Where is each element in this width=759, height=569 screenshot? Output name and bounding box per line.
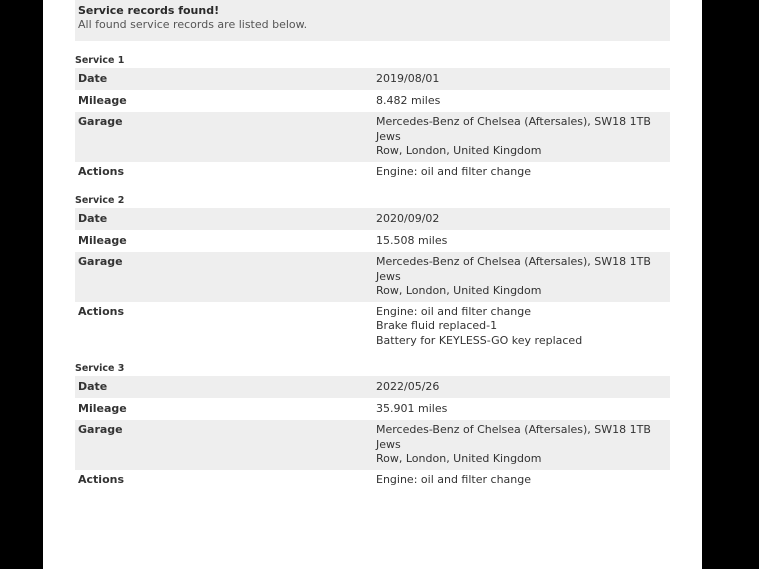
date-label: Date xyxy=(78,211,108,225)
service-record-2 xyxy=(75,195,670,351)
actions-row xyxy=(75,302,670,352)
date-value: 2022/05/26 xyxy=(376,379,440,393)
garage-value xyxy=(373,115,670,159)
page-content xyxy=(43,0,702,569)
actions-row xyxy=(75,470,670,491)
service-record-3 xyxy=(75,363,670,490)
garage-row xyxy=(75,420,670,470)
garage-value xyxy=(373,423,670,467)
date-row xyxy=(75,208,670,230)
garage-line: Mercedes-Benz of Chelsea (Aftersales), SW18 1TB Jews xyxy=(376,115,651,143)
garage-line: Mercedes-Benz of Chelsea (Aftersales), SW18 1TB Jews xyxy=(376,255,651,283)
garage-line: Mercedes-Benz of Chelsea (Aftersales), SW18 1TB Jews xyxy=(376,423,651,451)
garage-label: Garage xyxy=(78,255,123,268)
garage-line: Row, London, United Kingdom xyxy=(376,144,542,157)
actions-label: Actions xyxy=(78,164,124,178)
date-row xyxy=(75,68,670,90)
actions-value xyxy=(373,305,670,349)
garage-line: Row, London, United Kingdom xyxy=(376,452,542,465)
actions-label: Actions xyxy=(78,304,124,318)
banner-subtitle: All found service records are listed below. xyxy=(78,18,308,31)
mileage-row xyxy=(75,90,670,112)
action-item: Engine: oil and filter change xyxy=(376,304,531,318)
garage-row xyxy=(75,112,670,162)
mileage-label: Mileage xyxy=(78,93,127,107)
service-title: Service 1 xyxy=(75,55,125,66)
service-title: Service 2 xyxy=(75,195,125,206)
mileage-label: Mileage xyxy=(78,401,127,415)
actions-row xyxy=(75,162,670,183)
service-record-1 xyxy=(75,55,670,182)
date-value: 2020/09/02 xyxy=(376,211,440,225)
date-label: Date xyxy=(78,379,108,393)
actions-value xyxy=(373,473,670,488)
mileage-row xyxy=(75,398,670,420)
action-item: Engine: oil and filter change xyxy=(376,472,531,486)
mileage-row xyxy=(75,230,670,252)
garage-line: Row, London, United Kingdom xyxy=(376,284,542,297)
garage-row xyxy=(75,252,670,302)
garage-label: Garage xyxy=(78,115,123,128)
garage-value xyxy=(373,255,670,299)
service-title: Service 3 xyxy=(75,363,125,374)
mileage-value: 35.901 miles xyxy=(376,401,448,415)
mileage-label: Mileage xyxy=(78,233,127,247)
action-item: Engine: oil and filter change xyxy=(376,164,531,178)
date-value: 2019/08/01 xyxy=(376,71,440,85)
actions-label: Actions xyxy=(78,472,124,486)
date-label: Date xyxy=(78,71,108,85)
banner-title: Service records found! xyxy=(78,4,220,17)
actions-value xyxy=(373,165,670,180)
action-item: Brake fluid replaced-1 xyxy=(376,319,498,332)
mileage-value: 8.482 miles xyxy=(376,93,441,107)
mileage-value: 15.508 miles xyxy=(376,233,448,247)
records-found-banner xyxy=(75,0,670,41)
garage-label: Garage xyxy=(78,423,123,436)
action-item: Battery for KEYLESS-GO key replaced xyxy=(376,333,583,347)
date-row xyxy=(75,376,670,398)
